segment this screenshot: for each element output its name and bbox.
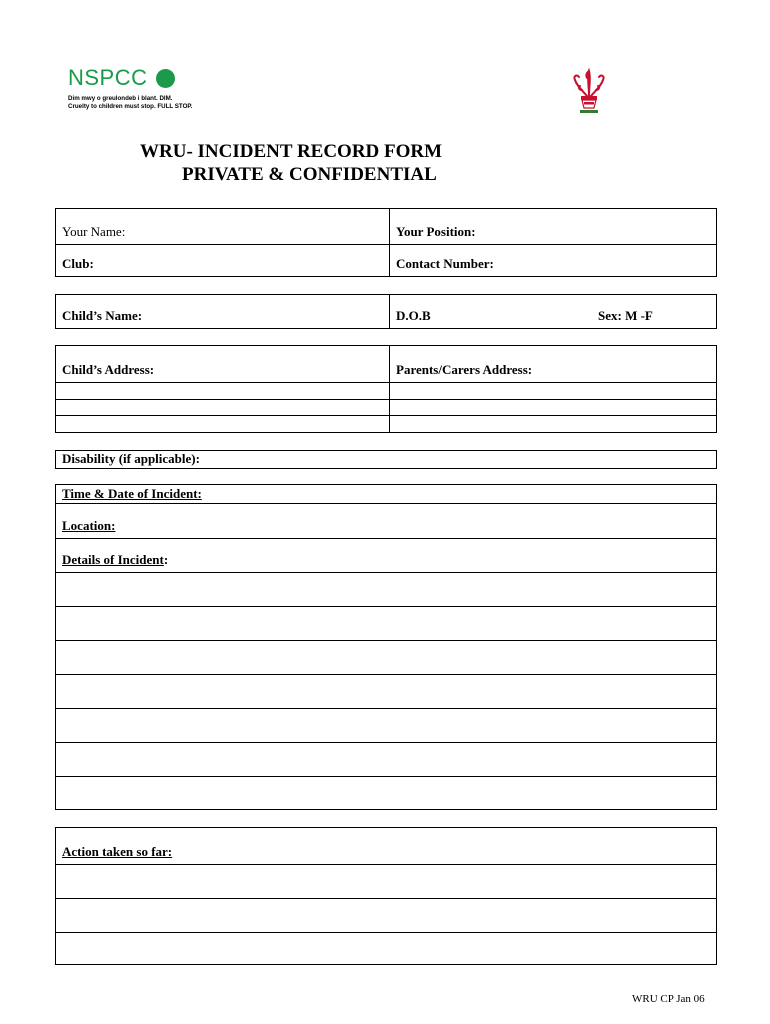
childs-address-line[interactable] — [56, 400, 390, 415]
your-position-label: Your Position: — [396, 224, 476, 239]
footer-document-code: WRU CP Jan 06 — [632, 993, 705, 1005]
childs-name-label: Child’s Name: — [62, 308, 143, 323]
confidential-subtitle: PRIVATE & CONFIDENTIAL — [182, 164, 437, 185]
prince-of-wales-feathers-icon — [570, 68, 608, 116]
dob-sex-field[interactable] — [390, 295, 716, 328]
action-taken-table — [55, 827, 717, 965]
childs-address-field[interactable] — [56, 346, 390, 382]
child-details-table — [55, 294, 717, 329]
table-row — [56, 209, 716, 244]
form-title: WRU- INCIDENT RECORD FORM — [140, 141, 443, 162]
table-row — [56, 415, 716, 432]
details-line[interactable] — [56, 776, 716, 809]
parents-address-line[interactable] — [390, 416, 716, 432]
contact-number-field[interactable] — [390, 245, 716, 276]
address-table — [55, 345, 717, 433]
details-line[interactable] — [56, 674, 716, 708]
dob-label: D.O.B — [396, 308, 431, 323]
details-line[interactable] — [56, 640, 716, 674]
details-line[interactable] — [56, 742, 716, 776]
details-field[interactable] — [56, 538, 716, 572]
your-position-field[interactable] — [390, 209, 716, 244]
action-taken-field[interactable] — [56, 828, 716, 864]
childs-address-line[interactable] — [56, 383, 390, 399]
table-row — [56, 399, 716, 415]
childs-address-label: Child’s Address: — [62, 362, 155, 377]
nspcc-logo — [68, 66, 198, 116]
childs-name-field[interactable] — [56, 295, 390, 328]
nspcc-dot-icon — [156, 69, 175, 88]
reporter-details-table — [55, 208, 717, 277]
action-line[interactable] — [56, 932, 716, 964]
parents-address-line[interactable] — [390, 400, 716, 415]
location-label: Location: — [62, 518, 116, 533]
action-taken-label: Action taken so far: — [62, 844, 173, 859]
sex-label: Sex: M -F — [598, 308, 653, 323]
nspcc-wordmark: NSPCC — [68, 65, 148, 90]
parents-address-label: Parents/Carers Address: — [396, 362, 533, 377]
action-line[interactable] — [56, 864, 716, 898]
time-date-label: Time & Date of Incident: — [62, 486, 202, 501]
details-line[interactable] — [56, 572, 716, 606]
club-label: Club: — [62, 256, 94, 271]
parents-address-line[interactable] — [390, 383, 716, 399]
action-line[interactable] — [56, 898, 716, 932]
nspcc-tagline-welsh: Dim mwy o greulondeb i blant. DIM. — [68, 95, 173, 102]
time-date-field[interactable] — [56, 485, 716, 503]
details-label: Details of Incident: — [62, 552, 169, 567]
incident-details-table — [55, 484, 717, 810]
club-field[interactable] — [56, 245, 390, 276]
details-line[interactable] — [56, 708, 716, 742]
your-name-field[interactable] — [56, 209, 390, 244]
details-line[interactable] — [56, 606, 716, 640]
your-name-label: Your Name: — [62, 224, 126, 239]
contact-number-label: Contact Number: — [396, 256, 494, 271]
nspcc-tagline-english: Cruelty to children must stop. FULL STOP. — [68, 103, 193, 110]
location-field[interactable] — [56, 503, 716, 538]
disability-field[interactable] — [55, 450, 717, 469]
table-row — [56, 295, 716, 328]
childs-address-line[interactable] — [56, 416, 390, 432]
table-row — [56, 382, 716, 399]
parents-address-field[interactable] — [390, 346, 716, 382]
disability-label: Disability (if applicable): — [62, 451, 200, 466]
table-row — [56, 346, 716, 382]
table-row — [56, 244, 716, 276]
